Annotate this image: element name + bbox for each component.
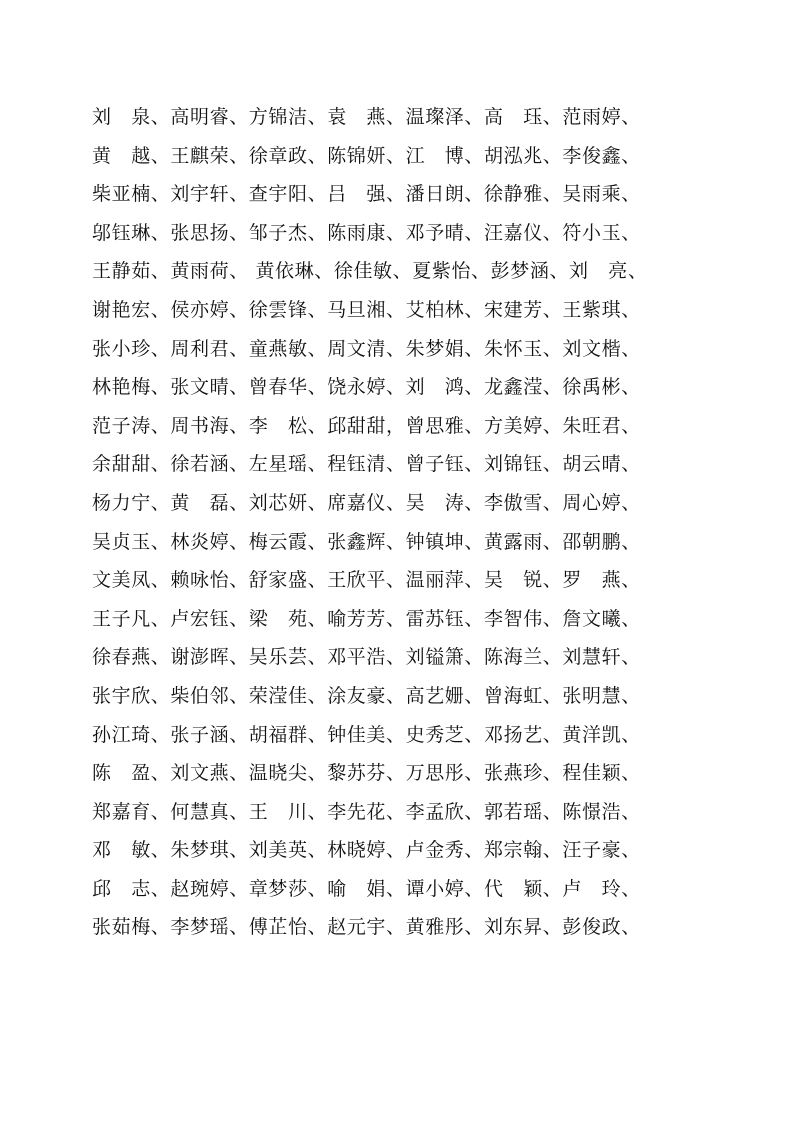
name-line: 王子凡、卢宏钰、梁 苑、喻芳芳、雷苏钰、李智伟、詹文曦、 — [92, 607, 641, 630]
name-line: 文美凤、赖咏怡、舒家盛、王欣平、温丽萍、吴 锐、罗 燕、 — [92, 569, 641, 592]
name-line: 张宇欣、柴伯邻、荣滢佳、涂友豪、高艺姗、曾海虹、张明慧、 — [92, 684, 641, 707]
name-line: 孙江琦、张子涵、胡福群、钟佳美、史秀芝、邓扬艺、黄洋凯、 — [92, 723, 641, 746]
name-line: 邱 志、赵琬婷、章梦莎、喻 娟、谭小婷、代 颖、卢 玲、 — [92, 877, 641, 900]
name-line: 杨力宁、黄 磊、刘芯妍、席嘉仪、吴 涛、李傲雪、周心婷、 — [92, 491, 641, 514]
name-line: 陈 盈、刘文燕、温晓尖、黎苏芬、万思彤、张燕珍、程佳颖、 — [92, 762, 641, 785]
name-line: 吴贞玉、林炎婷、梅云霞、张鑫辉、钟镇坤、黄露雨、邵朝鹏、 — [92, 530, 641, 553]
name-line: 邓 敏、朱梦琪、刘美英、林晓婷、卢金秀、郑宗翰、汪子豪、 — [92, 839, 641, 862]
name-line: 邬钰琳、张思扬、邹子杰、陈雨康、邓予晴、汪嘉仪、符小玉、 — [92, 221, 641, 244]
name-line: 范子涛、周书海、李 松、邱甜甜，曾思雅、方美婷、朱旺君、 — [92, 414, 641, 437]
name-line: 余甜甜、徐若涵、左星瑶、程钰清、曾子钰、刘锦钰、胡云晴、 — [92, 453, 641, 476]
name-line: 张小珍、周利君、童燕敏、周文清、朱梦娟、朱怀玉、刘文楷、 — [92, 337, 641, 360]
name-list — [92, 98, 692, 947]
name-line: 王静茹、黄雨荷、 黄依琳、徐佳敏、夏紫怡、彭梦涵、刘 亮、 — [92, 260, 648, 283]
name-line: 张茹梅、李梦瑶、傅芷怡、赵元宇、黄雅彤、刘东昇、彭俊政、 — [92, 916, 641, 939]
name-line: 林艳梅、张文晴、曾春华、饶永婷、刘 鸿、龙鑫滢、徐禹彬、 — [92, 376, 641, 399]
name-line: 谢艳宏、侯亦婷、徐雲锋、马旦湘、艾柏林、宋建芳、王紫琪、 — [92, 298, 641, 321]
name-line: 刘 泉、高明睿、方锦洁、袁 燕、温璨泽、高 珏、范雨婷、 — [92, 106, 641, 128]
name-line: 郑嘉育、何慧真、王 川、李先花、李孟欣、郭若瑶、陈憬浩、 — [92, 800, 641, 823]
name-line: 徐春燕、谢澎晖、吴乐芸、邓平浩、刘镒箫、陈海兰、刘慧轩、 — [92, 646, 641, 669]
name-line: 黄 越、王麒荣、徐章政、陈锦妍、江 博、胡泓兆、李俊鑫、 — [92, 144, 641, 167]
name-line: 柴亚楠、刘宇轩、查宇阳、吕 强、潘日朗、徐静雅、吴雨乘、 — [92, 183, 641, 206]
